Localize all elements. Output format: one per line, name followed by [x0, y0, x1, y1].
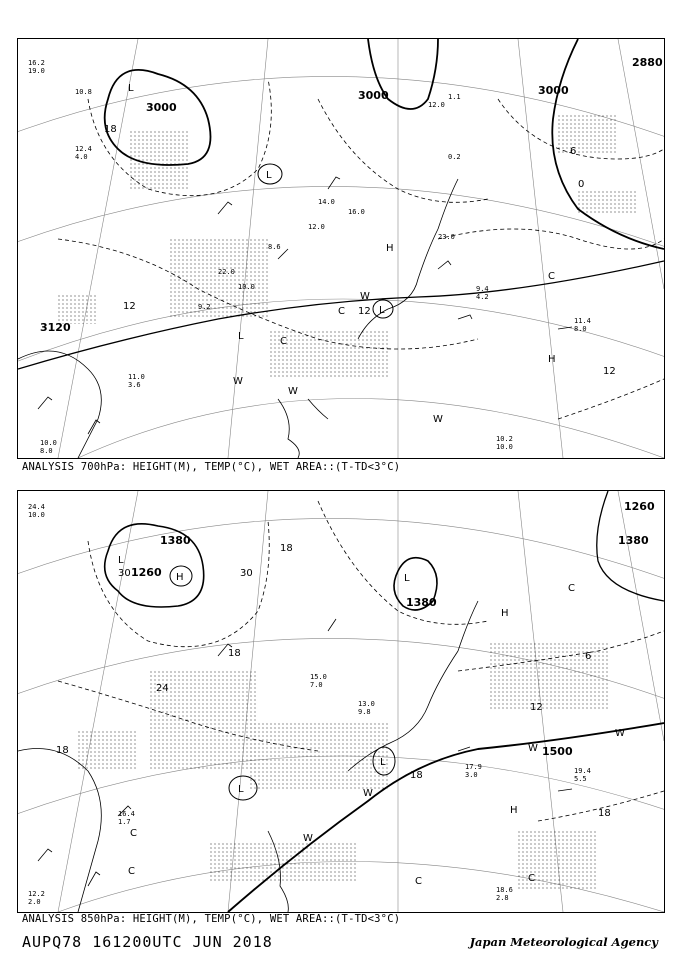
station-value: 16.2 [28, 59, 45, 67]
station-value: 9.4 [476, 285, 489, 293]
station-value: 10.0 [496, 443, 513, 451]
station-value: 10.0 [28, 511, 45, 519]
height-label: 3000 [538, 84, 569, 97]
low-center-markers [258, 164, 393, 318]
height-label: 1380 [160, 534, 191, 547]
low-label: L [404, 573, 410, 584]
station-value: 16.4 [118, 810, 135, 818]
temp-label: 18 [280, 543, 293, 554]
station-value: 17.9 [465, 763, 482, 771]
station-value: 0.2 [448, 153, 461, 161]
cold-label: C [548, 271, 555, 282]
temp-label: 12 [603, 366, 616, 377]
warm-label: W [288, 386, 298, 397]
temp-label: 18 [228, 648, 241, 659]
station-value: 8.0 [574, 325, 587, 333]
station-value: 14.0 [318, 198, 335, 206]
height-label: 1380 [618, 534, 649, 547]
station-value: 12.0 [428, 101, 445, 109]
station-value: 8.0 [40, 447, 53, 455]
height-label: 1500 [542, 745, 573, 758]
cold-label: C [528, 873, 535, 884]
temp-label: 18 [598, 808, 611, 819]
temp-label: 24 [156, 683, 169, 694]
station-value: 3.0 [465, 771, 478, 779]
warm-label: W [233, 376, 243, 387]
cold-label: C [280, 336, 287, 347]
high-label: H [176, 572, 184, 583]
temp-label: 18 [410, 770, 423, 781]
station-value: 10.2 [496, 435, 513, 443]
station-value: 10.8 [75, 88, 92, 96]
low-label: L [128, 83, 134, 94]
temp-label: 12 [530, 702, 543, 713]
temp-label: 30 [118, 568, 131, 579]
station-value: 4.0 [75, 153, 88, 161]
height-label: 2880 [632, 56, 663, 69]
station-value: 2.0 [28, 898, 41, 906]
low-label: L [380, 757, 386, 768]
low-label: L [379, 305, 385, 316]
low-label: L [238, 784, 244, 795]
station-value: 9.8 [358, 708, 371, 716]
low-label: L [238, 331, 244, 342]
map-700hpa-canvas [18, 39, 664, 458]
station-value: 9.2 [198, 303, 211, 311]
station-value: 11.4 [574, 317, 591, 325]
bulletin-code: AUPQ78 161200UTC JUN 2018 [22, 933, 273, 951]
caption-700hpa: ANALYSIS 700hPa: HEIGHT(M), TEMP(°C), WET AREA::(T-TD<3°C) [22, 461, 401, 473]
low-label: L [266, 170, 272, 181]
graticule [18, 39, 664, 458]
temp-label: 18 [104, 124, 117, 135]
warm-label: W [363, 788, 373, 799]
low-label: L [118, 555, 124, 566]
temp-label: 12 [123, 301, 136, 312]
high-label: H [501, 608, 509, 619]
height-label: 3120 [40, 321, 71, 334]
temp-label: 30 [240, 568, 253, 579]
temp-label: 6 [570, 146, 577, 157]
cold-label: C [568, 583, 575, 594]
warm-label: W [528, 743, 538, 754]
warm-label: W [615, 728, 625, 739]
station-value: 24.4 [28, 503, 45, 511]
station-value: 10.0 [238, 283, 255, 291]
station-value: 19.0 [28, 67, 45, 75]
cold-label: C [415, 876, 422, 887]
station-value: 18.6 [496, 886, 513, 894]
station-value: 10.0 [40, 439, 57, 447]
station-value: 13.0 [358, 700, 375, 708]
station-value: 8.6 [268, 243, 281, 251]
high-label: H [510, 805, 518, 816]
temp-label: 12 [358, 306, 371, 317]
high-label: H [386, 243, 394, 254]
wet-area-stipple [58, 114, 638, 379]
station-value: 1.1 [448, 93, 461, 101]
station-value: 19.4 [574, 767, 591, 775]
temp-label: 6 [585, 651, 592, 662]
caption-850hpa: ANALYSIS 850hPa: HEIGHT(M), TEMP(°C), WET AREA::(T-TD<3°C) [22, 913, 401, 925]
station-value: 22.0 [218, 268, 235, 276]
height-label: 1260 [624, 500, 655, 513]
warm-label: W [433, 414, 443, 425]
warm-label: W [303, 833, 313, 844]
map-850hpa-canvas [18, 491, 664, 912]
station-value: 12.0 [308, 223, 325, 231]
map-panel-700hpa [17, 38, 665, 459]
station-value: 16.0 [348, 208, 365, 216]
station-value: 7.0 [310, 681, 323, 689]
high-label: H [548, 354, 556, 365]
map-panel-850hpa [17, 490, 665, 913]
station-value: 1.7 [118, 818, 131, 826]
height-label: 3000 [358, 89, 389, 102]
station-value: 11.0 [128, 373, 145, 381]
station-plots [28, 59, 591, 455]
station-value: 12.2 [28, 890, 45, 898]
agency-credit: Japan Meteorological Agency [469, 935, 658, 949]
station-value: 23.0 [438, 233, 455, 241]
temp-label: 0 [578, 179, 585, 190]
station-value: 3.6 [128, 381, 141, 389]
station-value: 12.4 [75, 145, 92, 153]
cold-label: C [130, 828, 137, 839]
cold-label: C [128, 866, 135, 877]
station-value: 2.8 [496, 894, 509, 902]
station-value: 15.0 [310, 673, 327, 681]
height-label: 1380 [406, 596, 437, 609]
warm-label: W [360, 291, 370, 302]
height-label: 3000 [146, 101, 177, 114]
height-label: 1260 [131, 566, 162, 579]
wet-area-stipple [78, 641, 608, 891]
station-value: 5.5 [574, 775, 587, 783]
station-value: 4.2 [476, 293, 489, 301]
temp-label: 18 [56, 745, 69, 756]
cold-label: C [338, 306, 345, 317]
